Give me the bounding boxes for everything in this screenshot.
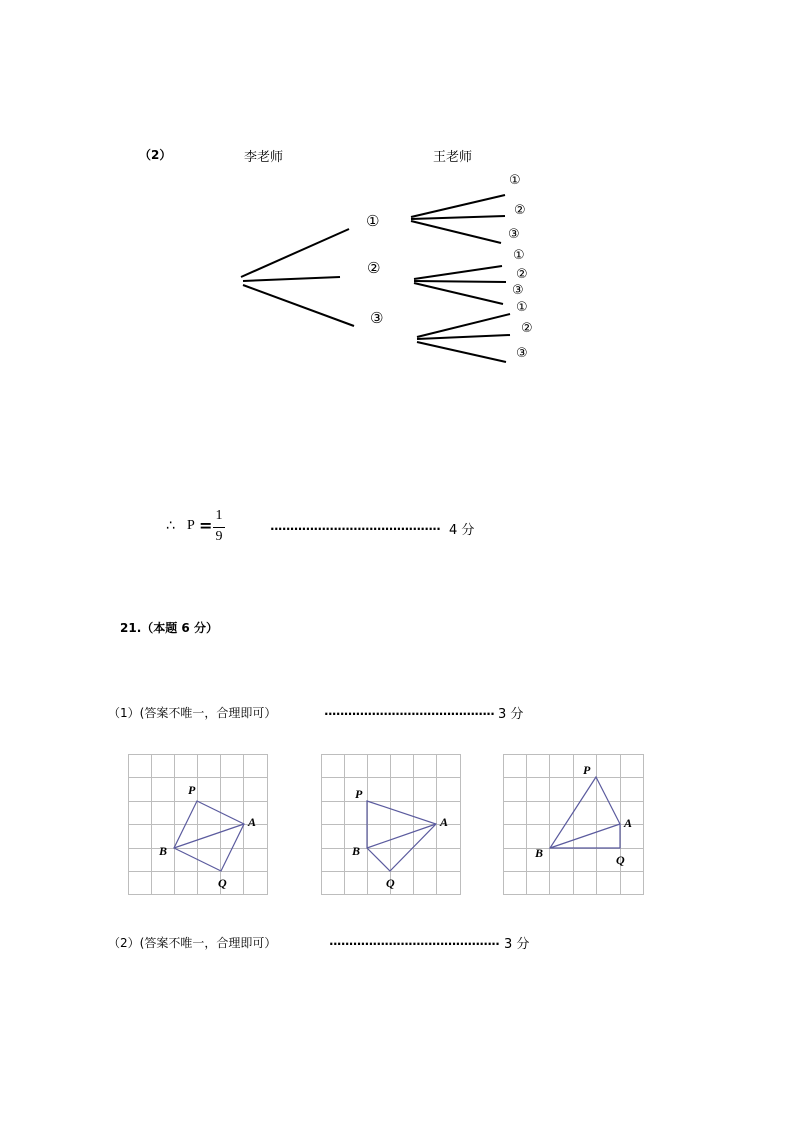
- tree-node-l2-9: ③: [516, 346, 528, 361]
- fraction-denominator: 9: [215, 529, 223, 544]
- tree-node-l1-3: ③: [370, 309, 384, 327]
- q21-sub2-label: （2）(答案不唯一，合理即可）: [108, 936, 277, 950]
- q21-sub2-score: 3 分: [504, 937, 530, 952]
- fig2-label-q: Q: [386, 876, 395, 890]
- therefore-symbol: ∴: [166, 518, 175, 534]
- teacher-wang-label: 王老师: [433, 150, 473, 165]
- tree-node-l2-4: ①: [513, 248, 525, 263]
- tree-node-l2-6: ③: [512, 283, 524, 298]
- equals-sign: =: [199, 516, 213, 535]
- fig3-label-b: B: [535, 846, 544, 860]
- probability-p: P: [187, 518, 195, 533]
- question-21-title: 21.（本题 6 分）: [120, 621, 218, 635]
- fig2-label-a: A: [440, 815, 449, 829]
- fig2-label-p: P: [355, 787, 363, 801]
- tree-node-l1-1: ①: [366, 212, 380, 230]
- probability-dots: ...........................................: [270, 519, 441, 533]
- tree-node-l2-2: ②: [514, 203, 526, 218]
- tree-node-l2-5: ②: [516, 267, 528, 282]
- grid-figure-3: [503, 754, 644, 895]
- fig1-label-b: B: [159, 844, 168, 858]
- q21-sub2-dots: ...........................................: [329, 934, 500, 948]
- grid-figure-1: [128, 754, 268, 895]
- tree-node-l2-7: ①: [516, 300, 528, 315]
- fig1-label-p: P: [188, 783, 196, 797]
- fraction-numerator: 1: [215, 508, 223, 523]
- teacher-li-label: 李老师: [244, 150, 284, 165]
- tree-node-l2-8: ②: [521, 321, 533, 336]
- fig3-label-a: A: [624, 816, 633, 830]
- fig1-label-a: A: [248, 815, 257, 829]
- q21-sub1-label: （1）(答案不唯一，合理即可）: [108, 706, 277, 720]
- tree-node-l1-2: ②: [367, 259, 381, 277]
- fig3-label-p: P: [583, 763, 591, 777]
- probability-score: 4 分: [449, 523, 475, 538]
- fig3-label-q: Q: [616, 853, 625, 867]
- tree-node-l2-3: ③: [508, 227, 520, 242]
- fig2-label-b: B: [352, 844, 361, 858]
- part2-label: （2）: [139, 148, 172, 162]
- fraction-bar: [213, 527, 225, 528]
- tree-node-l2-1: ①: [509, 173, 521, 188]
- q21-sub1-score: 3 分: [498, 707, 524, 722]
- fig1-label-q: Q: [218, 876, 227, 890]
- q21-sub1-dots: ...........................................: [324, 704, 495, 718]
